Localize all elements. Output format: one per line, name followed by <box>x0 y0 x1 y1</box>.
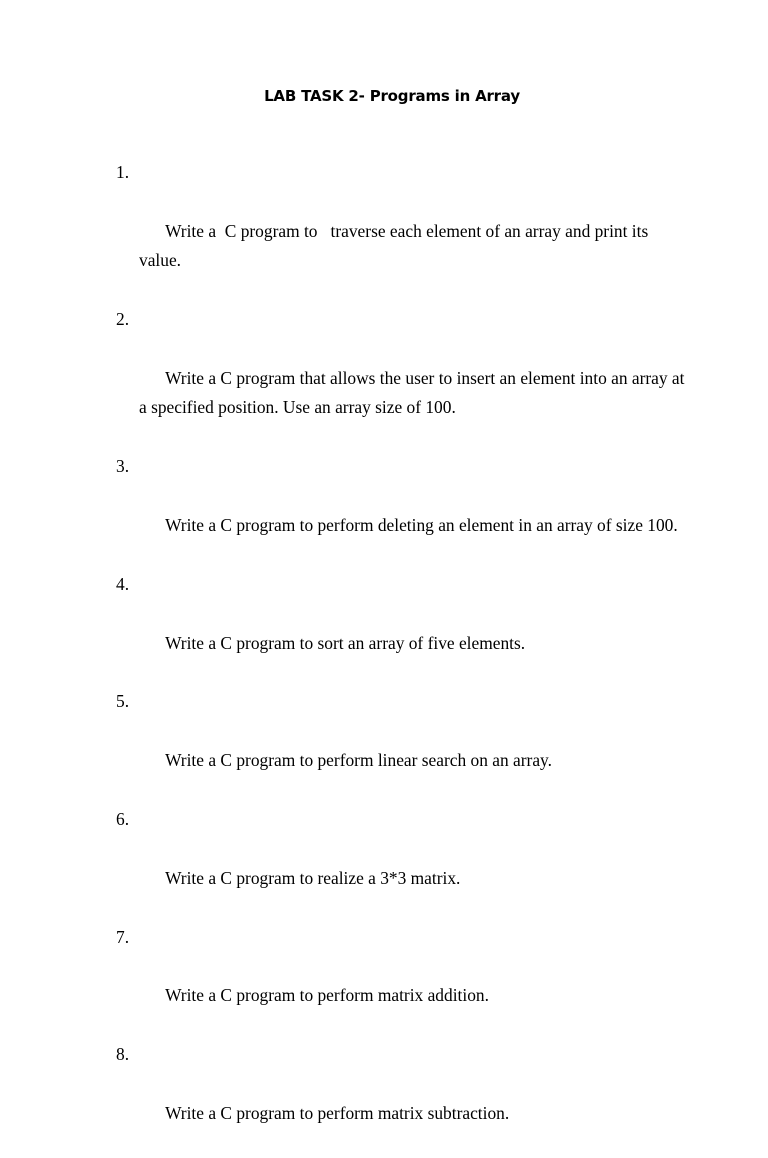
list-item-2 <box>114 305 694 452</box>
list-item-4 <box>114 570 694 688</box>
list-item-number: 8. <box>116 1044 130 1065</box>
list-item-text: Write a C program to realize a 3*3 matrix. <box>165 867 461 888</box>
task-list <box>114 158 694 1158</box>
list-item-3 <box>114 452 694 570</box>
list-item-number: 6. <box>116 808 130 829</box>
list-item-8 <box>114 1040 694 1158</box>
list-item-5 <box>114 687 694 805</box>
list-item-number: 2. <box>116 309 130 330</box>
list-item-number: 7. <box>116 926 130 947</box>
list-item-7 <box>114 923 694 1041</box>
list-item-text: Write a C program to perform deleting an element in an array of size 100. <box>165 514 678 535</box>
list-item-number: 4. <box>116 573 130 594</box>
list-item-text: Write a C program to perform matrix addition. <box>165 985 489 1006</box>
list-item-number: 3. <box>116 456 130 477</box>
list-item-text: Write a C program to traverse each element of an array and print its value. <box>139 220 653 271</box>
document-title: LAB TASK 2- Programs in Array <box>264 87 520 105</box>
list-item-number: 5. <box>116 691 130 712</box>
list-item-text: Write a C program to perform linear search on an array. <box>165 750 552 771</box>
list-item-text: Write a C program that allows the user to insert an element into an array at a specified position. Use an array size of 100. <box>139 367 689 418</box>
list-item-6 <box>114 805 694 923</box>
list-item-text: Write a C program to sort an array of five elements. <box>165 632 526 653</box>
list-item-1 <box>114 158 694 305</box>
list-item-text: Write a C program to perform matrix subtraction. <box>165 1103 510 1123</box>
list-item-number: 1. <box>116 162 130 182</box>
